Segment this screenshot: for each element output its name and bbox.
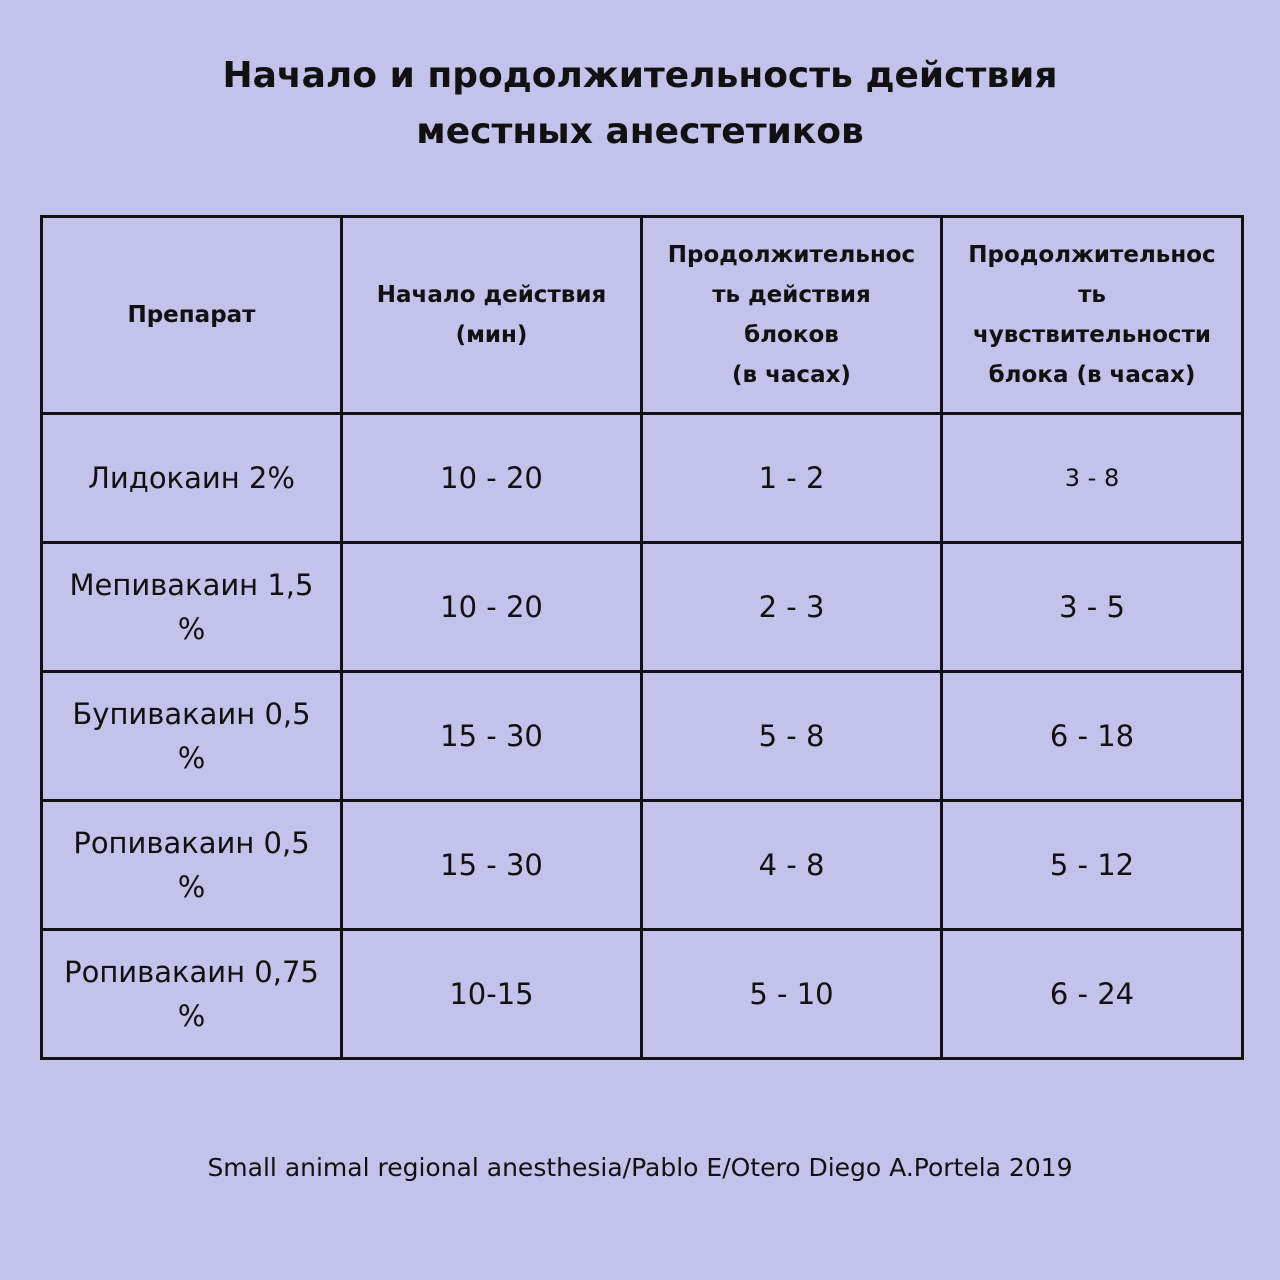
source-citation: Small animal regional anesthesia/Pablo E/Otero Diego A.Portela 2019 [207, 1153, 1073, 1182]
onset-cell: 15 - 30 [342, 801, 642, 930]
drug-line: % [177, 741, 206, 775]
block-duration-cell: 5 - 10 [642, 930, 942, 1059]
drug-line: Бупивакаин 0,5 [72, 697, 311, 731]
header-block-duration [642, 217, 942, 414]
drug-cell [42, 801, 342, 930]
header-line: блоков [744, 322, 839, 348]
block-duration-cell: 4 - 8 [642, 801, 942, 930]
title-line-2: местных анестетиков [416, 111, 864, 152]
header-line: блока (в часах) [988, 362, 1196, 388]
drug-line: Ропивакаин 0,75 [64, 955, 319, 989]
header-line: ть действия [712, 282, 871, 308]
drug-line: Ропивакаин 0,5 [73, 826, 310, 860]
drug-cell [42, 543, 342, 672]
header-line: Продолжительнос [667, 242, 916, 268]
block-duration-cell: 2 - 3 [642, 543, 942, 672]
table-row [42, 414, 1243, 543]
drug-line: Мепивакаин 1,5 [69, 568, 314, 602]
header-line: Начало действия [376, 282, 607, 308]
sensory-duration-cell: 6 - 18 [942, 672, 1243, 801]
header-line: ть [1078, 282, 1106, 308]
header-onset [342, 217, 642, 414]
table-header-row [42, 217, 1243, 414]
header-line: Препарат [127, 302, 256, 328]
header-line: (мин) [455, 322, 528, 348]
header-line: чувствительности [972, 322, 1212, 348]
header-sensory-duration [942, 217, 1243, 414]
drug-line: % [177, 612, 206, 646]
sensory-duration-cell: 3 - 5 [942, 543, 1243, 672]
title-line-1: Начало и продолжительность действия [222, 55, 1058, 96]
header-line: Продолжительнос [968, 242, 1216, 268]
page-title [0, 48, 1280, 160]
drug-cell [42, 930, 342, 1059]
table-row [42, 930, 1243, 1059]
drug-line: % [177, 999, 206, 1033]
block-duration-cell: 5 - 8 [642, 672, 942, 801]
table-row [42, 543, 1243, 672]
drug-cell [42, 414, 342, 543]
header-line: (в часах) [732, 362, 851, 388]
sensory-duration-cell: 6 - 24 [942, 930, 1243, 1059]
onset-cell: 15 - 30 [342, 672, 642, 801]
block-duration-cell: 1 - 2 [642, 414, 942, 543]
onset-cell: 10 - 20 [342, 543, 642, 672]
onset-cell: 10 - 20 [342, 414, 642, 543]
header-drug [42, 217, 342, 414]
drug-line: Лидокаин 2% [88, 461, 295, 495]
drug-cell [42, 672, 342, 801]
sensory-duration-cell: 5 - 12 [942, 801, 1243, 930]
sensory-duration-cell: 3 - 8 [942, 414, 1243, 543]
table-row [42, 801, 1243, 930]
table-row [42, 672, 1243, 801]
anesthetics-table [40, 215, 1244, 1060]
onset-cell: 10-15 [342, 930, 642, 1059]
drug-line: % [177, 870, 206, 904]
